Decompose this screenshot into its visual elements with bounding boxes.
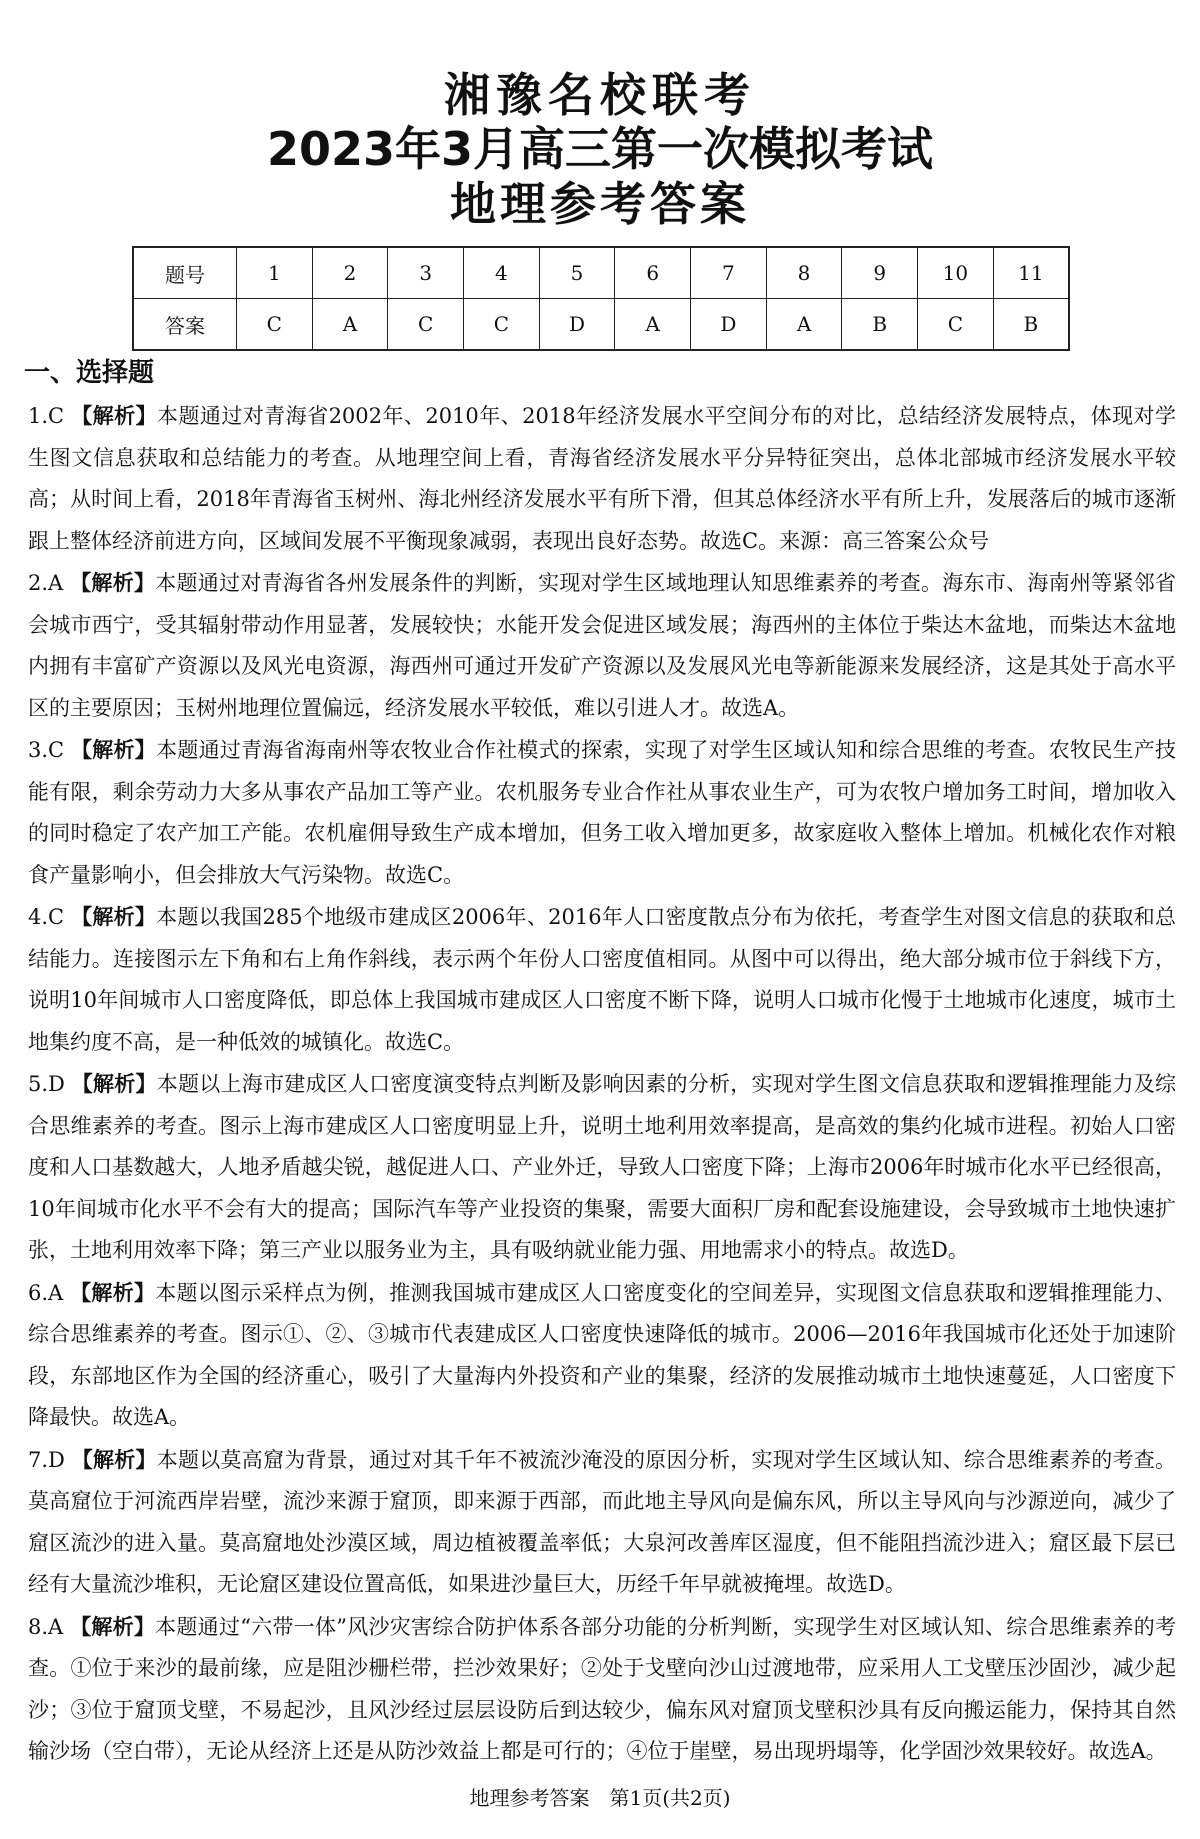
title-block	[0, 68, 1200, 231]
explanation-item	[28, 897, 1176, 1063]
question-number-label: 题号	[133, 247, 237, 299]
question-number-cell: 8	[766, 247, 842, 299]
answer-cell: A	[312, 299, 388, 351]
analysis-tag: 【解析】	[71, 905, 157, 929]
answer-cell: C	[388, 299, 464, 351]
analysis-tag: 【解析】	[70, 1614, 156, 1639]
item-text: 本题以我国285个地级市建成区2006年、2016年人口密度散点分布为依托，考查学生对图文信息的获取和总结能力。连接图示左下角和右上角作斜线，表示两个年份人口密度值相同。从图中可以得出，绝大部分城市位于斜线下方，说明10年间城市人口密度降低，即总体上我国城市建成区人口密度不断下降，说明人口城市化慢于土地城市化速度，城市土地集约度不高，是一种低效的城镇化。故选C。	[28, 905, 1176, 1054]
question-number-cell: 9	[842, 247, 918, 299]
explanation-item	[28, 1440, 1176, 1606]
explanation-item	[28, 1273, 1176, 1439]
answer-table	[132, 246, 1070, 351]
question-number-row	[133, 247, 1069, 299]
item-number: 4.C	[28, 905, 65, 929]
answer-label: 答案	[133, 299, 237, 351]
question-number-cell: 6	[615, 247, 691, 299]
answer-cell: D	[691, 299, 767, 351]
item-number: 5.D	[28, 1072, 65, 1096]
item-number: 1.C	[28, 404, 65, 428]
item-text: 本题通过“六带一体”风沙灾害综合防护体系各部分功能的分析判断，实现学生对区域认知、综合思维素养的考查。①位于来沙的最前缘，应是阻沙栅栏带，拦沙效果好；②处于戈壁向沙山过渡地带，应采用人工戈壁压沙固沙，减少起沙；③位于窟顶戈壁，不易起沙，且风沙经过层层设防后到达较少，偏东风对窟顶戈壁积沙具有反向搬运能力，保持其自然输沙场（空白带），无论从经济上还是从防沙效益上都是可行的；④位于崖壁，易出现坍塌等，化学固沙效果较好。故选A。	[28, 1614, 1176, 1763]
analysis-tag: 【解析】	[70, 1280, 156, 1305]
exam-union-title: 湘豫名校联考	[444, 68, 756, 122]
explanation-item	[28, 1607, 1176, 1773]
explanation-item	[28, 563, 1176, 729]
answer-cell: C	[237, 299, 313, 351]
question-number-cell: 4	[464, 247, 540, 299]
item-number: 2.A	[28, 571, 64, 595]
analysis-tag: 【解析】	[71, 738, 157, 762]
answer-cell: A	[766, 299, 842, 351]
item-text: 本题以上海市建成区人口密度演变特点判断及影响因素的分析，实现对学生图文信息获取和逻辑推理能力及综合思维素养的考查。图示上海市建成区人口密度明显上升，说明土地利用效率提高，是高效的集约化城市进程。初始人口密度和人口基数越大，人地矛盾越尖锐，越促进人口、产业外迁，导致人口密度下降；上海市2006年时城市化水平已经很高，10年间城市化水平不会有大的提高；国际汽车等产业投资的集聚，需要大面积厂房和配套设施建设，会导致城市土地快速扩张，土地利用效率下降；第三产业以服务业为主，具有吸纳就业能力强、用地需求小的特点。故选D。	[28, 1072, 1177, 1262]
item-text: 本题通过对青海省各州发展条件的判断，实现对学生区域地理认知思维素养的考查。海东市、海南州等紧邻省会城市西宁，受其辐射带动作用显著，发展较快；水能开发会促进区域发展；海西州的主体位于柴达木盆地，而柴达木盆地内拥有丰富矿产资源以及风光电资源，海西州可通过开发矿产资源以及发展风光电等新能源来发展经济，这是其处于高水平区的主要原因；玉树州地理位置偏远，经济发展水平较低，难以引进人才。故选A。	[28, 571, 1176, 720]
item-number: 6.A	[28, 1280, 64, 1305]
answer-cell: A	[615, 299, 691, 351]
analysis-tag: 【解析】	[70, 571, 156, 595]
answer-cell: C	[918, 299, 994, 351]
subject-answer-title: 地理参考答案	[450, 176, 750, 231]
page-footer: 地理参考答案 第1页(共2页)	[469, 1786, 731, 1810]
question-number-cell: 1	[237, 247, 313, 299]
item-text: 本题通过对青海省2002年、2010年、2018年经济发展水平空间分布的对比，总结经济发展特点，体现对学生图文信息获取和总结能力的考查。从地理空间上看，青海省经济发展水平分异特征突出，总体北部城市经济发展水平较高；从时间上看，2018年青海省玉树州、海北州经济发展水平有所下滑，但其总体经济水平有所上升，发展落后的城市逐渐跟上整体经济前进方向，区域间发展不平衡现象减弱，表现出良好态势。故选C。来源：高三答案公众号	[28, 404, 1176, 553]
question-number-cell: 7	[691, 247, 767, 299]
section-title: 一、选择题	[24, 358, 155, 388]
question-number-cell: 11	[993, 247, 1069, 299]
item-number: 8.A	[28, 1614, 64, 1639]
answer-cell: B	[993, 299, 1069, 351]
item-text: 本题通过青海省海南州等农牧业合作社模式的探索，实现了对学生区域认知和综合思维的考查。农牧民生产技能有限，剩余劳动力大多从事农产品加工等产业。农机服务专业合作社从事农业生产，可为农牧户增加务工时间，增加收入的同时稳定了农产加工产能。农机雇佣导致生产成本增加，但务工收入增加更多，故家庭收入整体上增加。机械化农作对粮食产量影响小，但会排放大气污染物。故选C。	[28, 738, 1176, 887]
question-number-cell: 5	[539, 247, 615, 299]
question-number-cell: 2	[312, 247, 388, 299]
answer-row	[133, 299, 1069, 351]
explanation-list	[28, 396, 1176, 1773]
analysis-tag: 【解析】	[71, 1072, 157, 1096]
question-number-cell: 10	[918, 247, 994, 299]
answer-cell: D	[539, 299, 615, 351]
item-number: 3.C	[28, 738, 65, 762]
analysis-tag: 【解析】	[71, 404, 158, 428]
answer-cell: B	[842, 299, 918, 351]
item-number: 7.D	[28, 1447, 65, 1472]
item-text: 本题以图示采样点为例，推测我国城市建成区人口密度变化的空间差异，实现图文信息获取和逻辑推理能力、综合思维素养的考查。图示①、②、③城市代表建成区人口密度快速降低的城市。2006—2016年我国城市化还处于加速阶段，东部地区作为全国的经济重心，吸引了大量海内外投资和产业的集聚，经济的发展推动城市土地快速蔓延，人口密度下降最快。故选A。	[28, 1280, 1176, 1429]
analysis-tag: 【解析】	[71, 1447, 157, 1472]
explanation-item	[28, 396, 1176, 562]
explanation-item	[28, 1064, 1176, 1272]
answer-cell: C	[464, 299, 540, 351]
question-number-cell: 3	[388, 247, 464, 299]
exam-name-title: 2023年3月高三第一次模拟考试	[266, 122, 934, 177]
item-text: 本题以莫高窟为背景，通过对其千年不被流沙淹没的原因分析，实现对学生区域认知、综合思维素养的考查。莫高窟位于河流西岸岩壁，流沙来源于窟顶，即来源于西部，而此地主导风向是偏东风，所以主导风向与沙源逆向，减少了窟区流沙的进入量。莫高窟地处沙漠区域，周边植被覆盖率低；大泉河改善库区湿度，但不能阻挡流沙进入；窟区最下层已经有大量流沙堆积，无论窟区建设位置高低，如果进沙量巨大，历经千年早就被掩埋。故选D。	[28, 1447, 1177, 1596]
explanation-item	[28, 730, 1176, 896]
